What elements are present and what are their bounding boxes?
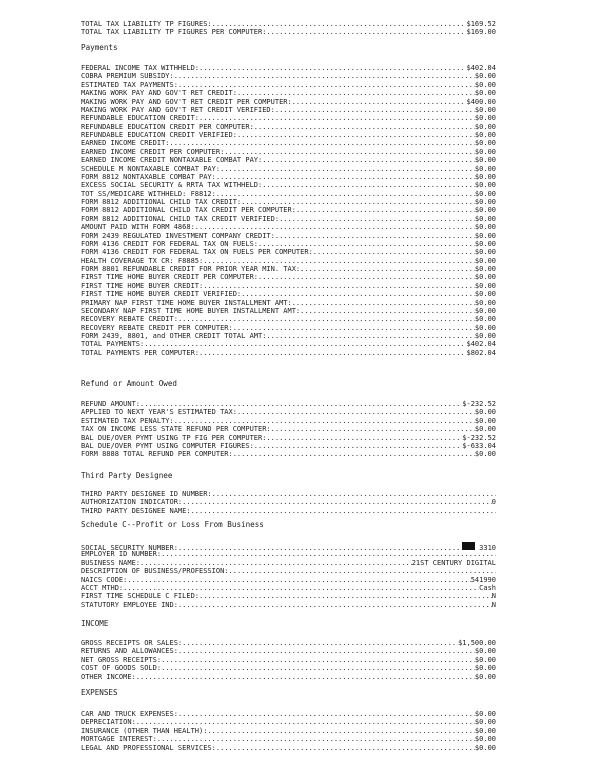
- dot-leader: [140, 559, 412, 567]
- field-value: 3310: [479, 544, 496, 551]
- field-value: $0.00: [474, 147, 496, 156]
- field-label: ACCT MTHD:: [81, 583, 124, 592]
- field-label: LEGAL AND PROFESSIONAL SERVICES:: [81, 743, 216, 752]
- field-row: [81, 718, 496, 726]
- field-label: ESTIMATED TAX PENALTY:: [81, 416, 174, 425]
- field-row: [81, 340, 496, 348]
- section-heading-expenses: EXPENSES: [81, 688, 118, 697]
- field-row: [81, 148, 496, 156]
- dot-leader: [182, 498, 492, 506]
- dot-leader: [199, 349, 466, 357]
- section-heading-schedule-c: Schedule C--Profit or Loss From Business: [81, 520, 264, 529]
- field-value: $0.00: [474, 223, 496, 232]
- field-row: [81, 106, 496, 114]
- field-label: HEALTH COVERAGE TX CR: F8885:: [81, 256, 204, 265]
- field-row: [81, 315, 496, 323]
- field-row: [81, 131, 496, 139]
- field-label: FIRST TIME SCHEDULE C FILED:: [81, 592, 200, 601]
- field-row: [81, 498, 496, 506]
- dot-leader: [241, 198, 475, 206]
- schedule-c-section: [81, 542, 496, 609]
- field-label: FEDERAL INCOME TAX WITHHELD:: [81, 64, 200, 72]
- field-label: FORM 8801 REFUNDABLE CREDIT FOR PRIOR YEAR MIN. TAX:: [81, 265, 301, 273]
- field-value: $0.00: [474, 198, 496, 206]
- field-label: COST OF GOODS SOLD:: [81, 664, 162, 673]
- field-label: TOTAL TAX LIABILITY TP FIGURES:: [81, 20, 212, 28]
- field-value: $-232.52: [462, 433, 496, 442]
- dot-leader: [237, 408, 475, 416]
- field-label: APPLIED TO NEXT YEAR'S ESTIMATED TAX:: [81, 408, 237, 417]
- field-label: FIRST TIME HOME BUYER CREDIT VERIFIED:: [81, 290, 242, 299]
- dot-leader: [313, 248, 475, 256]
- field-value: $0.00: [474, 214, 496, 223]
- field-value: $0.00: [474, 265, 496, 273]
- dot-leader: [207, 727, 474, 735]
- field-label: REFUNDABLE EDUCATION CREDIT PER COMPUTER:: [81, 122, 254, 131]
- field-row: [81, 417, 496, 425]
- field-label: NAICS CODE:: [81, 575, 128, 584]
- field-row: [81, 20, 496, 28]
- dot-leader: [123, 584, 479, 592]
- dot-leader: [275, 232, 475, 240]
- field-row: [81, 139, 496, 147]
- field-label: STATUTORY EMPLOYEE IND:: [81, 600, 178, 609]
- dot-leader: [216, 173, 475, 181]
- dot-leader: [266, 434, 462, 442]
- field-label: SOCIAL SECURITY NUMBER:: [81, 544, 178, 551]
- section-heading-payments: Payments: [81, 43, 118, 52]
- field-row: [81, 240, 496, 248]
- dot-leader: [144, 340, 466, 348]
- field-value: $0.00: [474, 248, 496, 257]
- field-row: [81, 198, 496, 206]
- field-label: DEPRECIATION:: [81, 718, 136, 727]
- dot-leader: [216, 190, 475, 198]
- field-label: BAL DUE/OVER PYMT USING TP FIG PER COMPUTER:: [81, 433, 267, 442]
- dot-leader: [220, 165, 475, 173]
- dot-leader: [157, 735, 475, 743]
- field-row: [81, 735, 496, 743]
- field-row: [81, 81, 496, 89]
- field-label: OTHER INCOME:: [81, 672, 136, 681]
- field-row: [81, 72, 496, 80]
- field-label: AUTHORIZATION INDICATOR:: [81, 498, 183, 507]
- field-value: $0.00: [474, 655, 496, 664]
- field-row: [81, 710, 496, 718]
- field-row: [81, 324, 496, 332]
- dot-leader: [262, 156, 475, 164]
- field-row: [81, 584, 496, 592]
- dot-leader: [178, 315, 475, 323]
- field-row: [81, 400, 496, 408]
- field-label: BUSINESS NAME:: [81, 558, 141, 567]
- dot-leader: [216, 744, 475, 752]
- field-row: [81, 664, 496, 672]
- dot-leader: [229, 567, 496, 575]
- dot-leader: [233, 450, 475, 458]
- field-value: $0.00: [474, 156, 496, 165]
- field-value: $0.00: [474, 298, 496, 307]
- field-row: [81, 290, 496, 298]
- field-row: [81, 64, 496, 72]
- field-row: [81, 165, 496, 173]
- field-label: EARNED INCOME CREDIT PER COMPUTER:: [81, 147, 225, 156]
- field-row: [81, 349, 496, 357]
- field-label: TOT SS/MEDICARE WITHHELD: F8812:: [81, 189, 216, 198]
- dot-leader: [199, 592, 492, 600]
- field-value: $-232.52: [462, 400, 496, 408]
- field-value: $0.00: [474, 672, 496, 681]
- field-value: $402.04: [466, 64, 496, 72]
- field-value: $0.00: [474, 89, 496, 98]
- dot-leader: [136, 673, 475, 681]
- field-value: $0.00: [474, 206, 496, 215]
- field-row: [81, 673, 496, 681]
- dot-leader: [182, 639, 458, 647]
- dot-leader: [178, 647, 475, 655]
- field-label: REFUNDABLE EDUCATION CREDIT VERIFIED:: [81, 131, 237, 139]
- field-value: $0.00: [474, 315, 496, 324]
- field-label: BAL DUE/OVER PYMT USING COMPUTER FIGURES:: [81, 441, 254, 450]
- field-label: CAR AND TRUCK EXPENSES:: [81, 710, 178, 718]
- field-value: $0.00: [474, 323, 496, 332]
- dot-leader: [136, 718, 475, 726]
- field-label: THIRD PARTY DESIGNEE NAME:: [81, 506, 191, 515]
- dot-leader: [224, 148, 475, 156]
- field-label: FIRST TIME HOME BUYER CREDIT PER COMPUTER:: [81, 273, 259, 282]
- field-row: [81, 28, 496, 36]
- field-label: RETURNS AND ALLOWANCES:: [81, 647, 178, 656]
- field-row: [81, 206, 496, 214]
- field-row: [81, 550, 496, 558]
- field-row: [81, 173, 496, 181]
- field-value: $0.00: [474, 416, 496, 425]
- dot-leader: [178, 81, 475, 89]
- field-row: [81, 282, 496, 290]
- field-label: MAKING WORK PAY AND GOV'T RET CREDIT PER COMPUTER:: [81, 97, 292, 106]
- field-label: FORM 8812 ADDITIONAL CHILD TAX CREDIT VERIFIED:: [81, 214, 280, 223]
- dot-leader: [237, 89, 475, 97]
- field-value: $0.00: [474, 281, 496, 290]
- field-row: [81, 89, 496, 97]
- field-value: $402.04: [466, 340, 496, 349]
- dot-leader: [279, 215, 475, 223]
- dot-leader: [195, 223, 475, 231]
- field-label: MAKING WORK PAY AND GOV'T RET CREDIT VERIFIED:: [81, 105, 275, 114]
- field-value: $0.00: [474, 743, 496, 752]
- field-row: [81, 299, 496, 307]
- field-value: $0.00: [474, 164, 496, 173]
- field-row: [81, 114, 496, 122]
- field-label: FORM 8812 ADDITIONAL CHILD TAX CREDIT:: [81, 198, 242, 206]
- field-label: ESTIMATED TAX PAYMENTS:: [81, 80, 178, 89]
- field-row: [81, 232, 496, 240]
- field-label: TOTAL PAYMENTS PER COMPUTER:: [81, 348, 200, 357]
- field-row: [81, 490, 496, 498]
- dot-leader: [266, 28, 466, 36]
- field-value: 0: [491, 498, 496, 507]
- field-label: NET GROSS RECEIPTS:: [81, 655, 162, 664]
- field-row: [81, 434, 496, 442]
- field-row: [81, 744, 496, 752]
- field-row: [81, 592, 496, 600]
- field-label: PRIMARY NAP FIRST TIME HOME BUYER INSTALLMENT AMT:: [81, 298, 292, 307]
- field-label: EARNED INCOME CREDIT NONTAXABLE COMBAT PAY:: [81, 156, 263, 165]
- dot-leader: [237, 131, 475, 139]
- field-row: [81, 257, 496, 265]
- dot-leader: [140, 400, 462, 408]
- field-label: MORTGAGE INTEREST:: [81, 735, 157, 744]
- dot-leader: [199, 64, 466, 72]
- dot-leader: [262, 181, 475, 189]
- dot-leader: [170, 139, 475, 147]
- field-value: $0.00: [474, 122, 496, 131]
- field-row: [81, 425, 496, 433]
- dot-leader: [292, 299, 475, 307]
- field-row: [81, 450, 496, 458]
- field-row: [81, 190, 496, 198]
- dot-leader: [300, 307, 475, 315]
- field-value: $0.00: [474, 647, 496, 656]
- dot-leader: [127, 576, 470, 584]
- field-value: $169.52: [466, 20, 496, 28]
- field-value: $0.00: [474, 425, 496, 434]
- field-value: $0.00: [474, 189, 496, 198]
- field-label: TOTAL TAX LIABILITY TP FIGURES PER COMPUTER:: [81, 28, 267, 37]
- dot-leader: [191, 507, 496, 515]
- refund-section: [81, 400, 496, 459]
- field-value: $0.00: [474, 72, 496, 81]
- field-value: 541990: [470, 575, 496, 584]
- payments-section: [81, 64, 496, 357]
- field-label: INSURANCE (OTHER THAN HEALTH):: [81, 726, 208, 735]
- field-row: [81, 647, 496, 655]
- dot-leader: [174, 417, 475, 425]
- field-value: $1,500.00: [458, 639, 496, 647]
- field-label: REFUND AMOUNT:: [81, 400, 141, 408]
- field-label: FIRST TIME HOME BUYER CREDIT:: [81, 281, 204, 290]
- dot-leader: [254, 442, 462, 450]
- field-label: FORM 8812 NONTAXABLE COMBAT PAY:: [81, 172, 216, 181]
- field-row: [81, 601, 496, 609]
- field-value: Cash: [479, 583, 496, 592]
- field-row: [81, 307, 496, 315]
- field-value: $802.04: [466, 348, 496, 357]
- field-label: REFUNDABLE EDUCATION CREDIT:: [81, 114, 200, 123]
- field-label: TOTAL PAYMENTS:: [81, 340, 145, 349]
- dot-leader: [161, 664, 475, 672]
- field-value: $0.00: [474, 735, 496, 744]
- dot-leader: [300, 265, 475, 273]
- field-row: [81, 98, 496, 106]
- field-row: [81, 265, 496, 273]
- field-value: $0.00: [474, 664, 496, 673]
- field-value: $0.00: [474, 80, 496, 89]
- field-value: $0.00: [474, 450, 496, 459]
- field-value: N: [491, 592, 496, 601]
- field-row: [81, 181, 496, 189]
- field-label: TAX ON INCOME LESS STATE REFUND PER COMPUTER:: [81, 425, 271, 434]
- field-label: EXCESS SOCIAL SECURITY & RRTA TAX WITHHELD:: [81, 181, 263, 190]
- field-value: $0.00: [474, 718, 496, 727]
- field-value: $0.00: [474, 408, 496, 417]
- dot-leader: [233, 324, 475, 332]
- field-label: FORM 4136 CREDIT FOR FEDERAL TAX ON FUELS PER COMPUTER:: [81, 248, 313, 257]
- field-label: RECOVERY REBATE CREDIT PER COMPUTER:: [81, 323, 233, 332]
- field-row: [81, 576, 496, 584]
- field-label: THIRD PARTY DESIGNEE ID NUMBER:: [81, 490, 212, 498]
- field-row: [81, 727, 496, 735]
- expenses-section: [81, 710, 496, 752]
- field-label: EMPLOYER ID NUMBER:: [81, 550, 162, 559]
- field-row: [81, 156, 496, 164]
- field-label: MAKING WORK PAY AND GOV'T RET CREDIT:: [81, 89, 237, 98]
- field-row: [81, 123, 496, 131]
- field-value: $0.00: [474, 726, 496, 735]
- field-value: $0.00: [474, 332, 496, 340]
- field-row: [81, 567, 496, 575]
- field-label: AMOUNT PAID WITH FORM 4868:: [81, 223, 195, 232]
- dot-leader: [254, 123, 475, 131]
- field-label: SCHEDULE M NONTAXABLE COMBAT PAY:: [81, 164, 221, 173]
- dot-leader: [258, 240, 475, 248]
- field-value: $400.00: [466, 97, 496, 106]
- dot-leader: [292, 98, 467, 106]
- field-row: [81, 223, 496, 231]
- field-value: $0.00: [474, 231, 496, 240]
- field-label: COBRA PREMIUM SUBSIDY:: [81, 72, 174, 81]
- dot-leader: [266, 332, 474, 340]
- field-value: $0.00: [474, 114, 496, 123]
- dot-leader: [178, 601, 492, 609]
- dot-leader: [296, 206, 475, 214]
- dot-leader: [212, 20, 467, 28]
- field-row: [81, 408, 496, 416]
- field-label: DESCRIPTION OF BUSINESS/PROFESSION:: [81, 567, 229, 576]
- tax-liability-section: [81, 20, 496, 37]
- dot-leader: [212, 490, 496, 498]
- field-value: $0.00: [474, 139, 496, 148]
- field-row: [81, 215, 496, 223]
- field-row: [81, 442, 496, 450]
- field-value: $-633.04: [462, 441, 496, 450]
- field-label: RECOVERY REBATE CREDIT:: [81, 315, 178, 324]
- dot-leader: [275, 106, 475, 114]
- dot-leader: [203, 282, 475, 290]
- field-row: [81, 332, 496, 340]
- field-row: [81, 639, 496, 647]
- field-value: N: [491, 600, 496, 609]
- field-row: [81, 248, 496, 256]
- field-value: $0.00: [474, 273, 496, 282]
- dot-leader: [161, 550, 496, 558]
- field-label: SECONDARY NAP FIRST TIME HOME BUYER INSTALLMENT AMT:: [81, 306, 301, 315]
- field-row: [81, 656, 496, 664]
- field-label: GROSS RECEIPTS OR SALES:: [81, 639, 183, 647]
- field-value: $0.00: [474, 290, 496, 299]
- field-row: [81, 507, 496, 515]
- redaction-block: [462, 542, 475, 550]
- dot-leader: [174, 72, 475, 80]
- income-section: [81, 639, 496, 681]
- field-row: [81, 273, 496, 281]
- field-value: $0.00: [474, 239, 496, 248]
- dot-leader: [241, 290, 475, 298]
- dot-leader: [161, 656, 475, 664]
- field-value: $169.00: [466, 28, 496, 37]
- field-value: $0.00: [474, 181, 496, 190]
- field-value: $0.00: [474, 105, 496, 114]
- field-value: $0.00: [474, 172, 496, 181]
- dot-leader: [178, 710, 475, 718]
- field-label: FORM 2439, 8801, and OTHER CREDIT TOTAL AMT:: [81, 332, 267, 340]
- field-value: 21ST CENTURY DIGITAL: [411, 558, 496, 567]
- field-row: [81, 559, 496, 567]
- dot-leader: [199, 114, 475, 122]
- field-row: [81, 542, 496, 550]
- field-value: $0.00: [474, 131, 496, 139]
- field-value: $0.00: [474, 256, 496, 265]
- field-label: EARNED INCOME CREDIT:: [81, 139, 170, 148]
- field-label: FORM 8888 TOTAL REFUND PER COMPUTER:: [81, 450, 233, 459]
- section-heading-refund: Refund or Amount Owed: [81, 379, 178, 388]
- dot-leader: [271, 425, 475, 433]
- field-label: FORM 2439 REGULATED INVESTMENT COMPANY CREDIT:: [81, 231, 275, 240]
- field-value: $0.00: [474, 710, 496, 718]
- section-heading-third-party: Third Party Designee: [81, 471, 173, 480]
- third-party-section: [81, 490, 496, 515]
- field-label: FORM 4136 CREDIT FOR FEDERAL TAX ON FUELS:: [81, 239, 259, 248]
- field-label: FORM 8812 ADDITIONAL CHILD TAX CREDIT PER COMPUTER:: [81, 206, 296, 215]
- section-heading-income: INCOME: [81, 619, 109, 628]
- dot-leader: [258, 273, 475, 281]
- dot-leader: [203, 257, 475, 265]
- field-value: $0.00: [474, 306, 496, 315]
